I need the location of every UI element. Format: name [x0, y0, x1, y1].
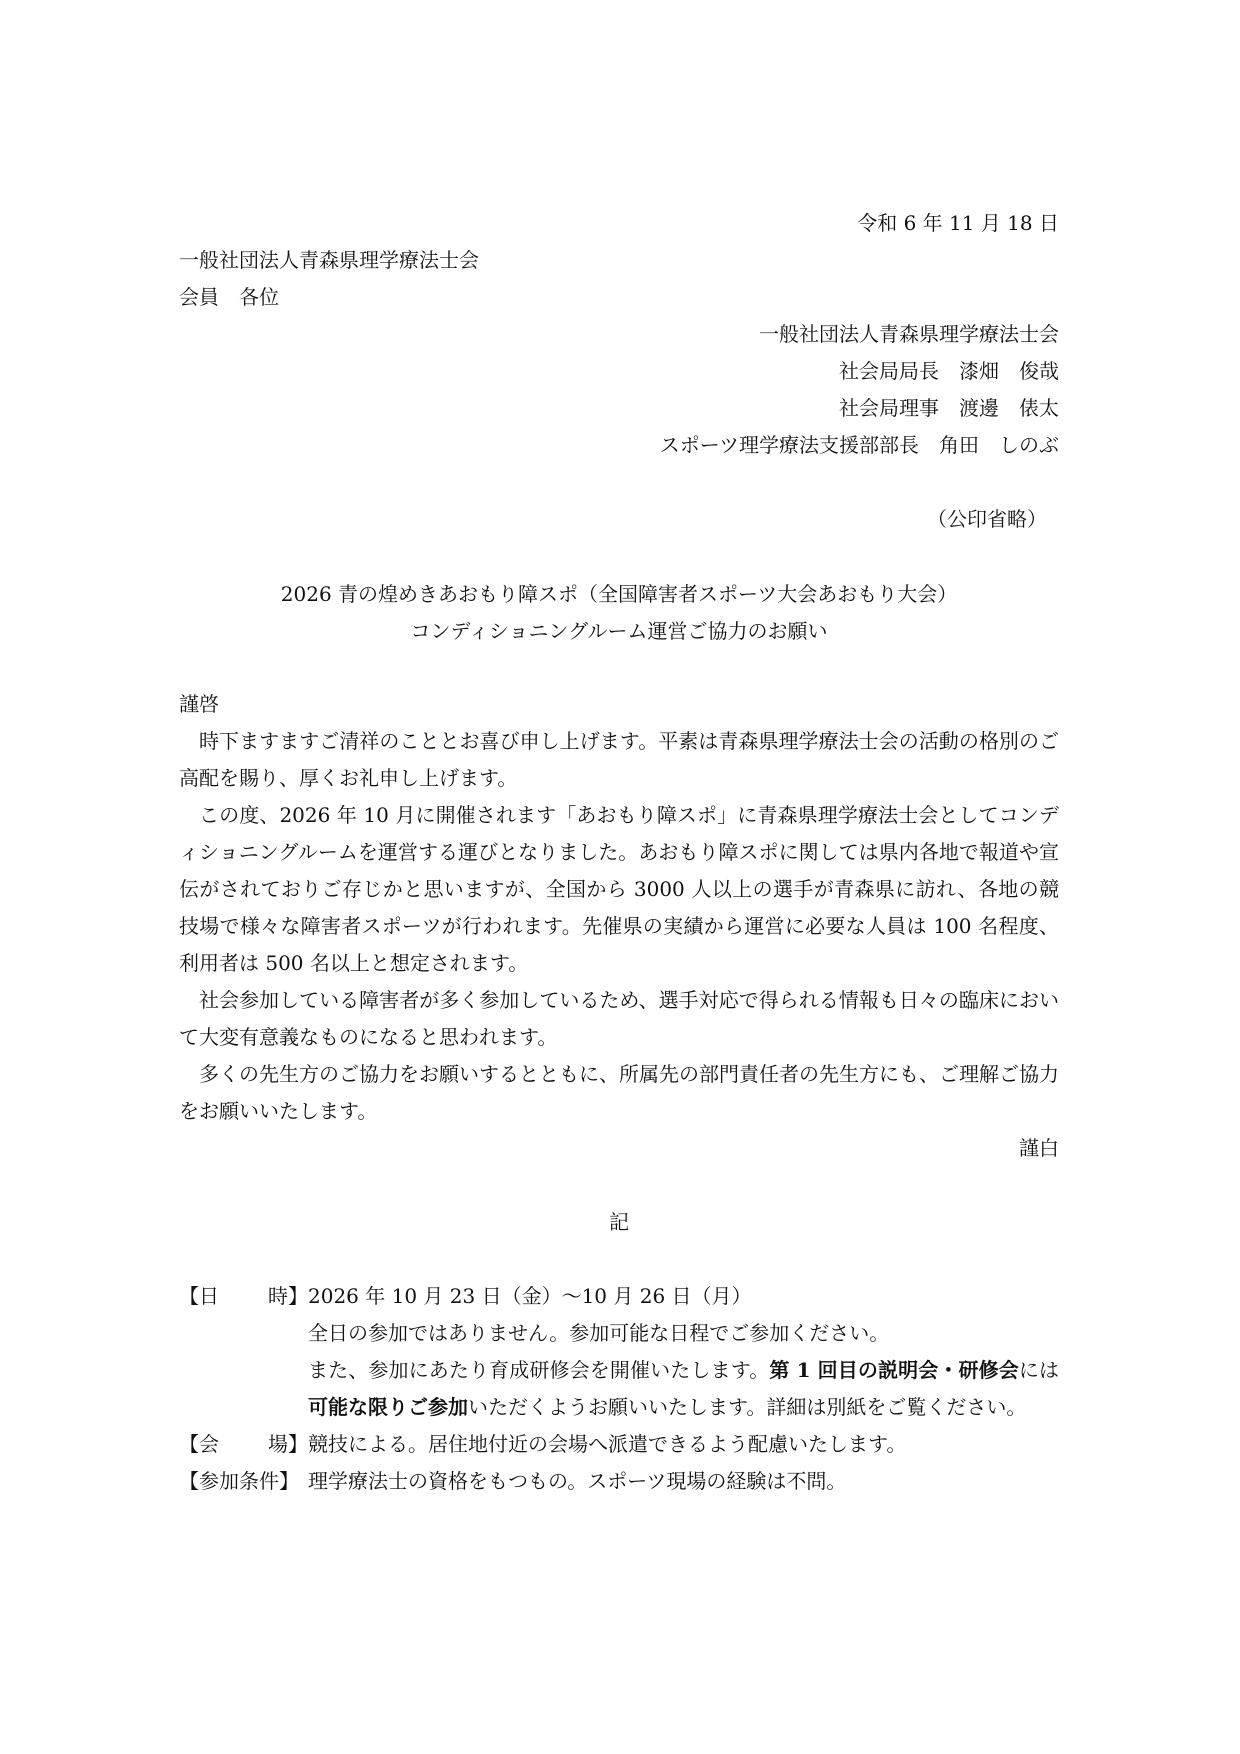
emphasis-first-session: 第 1 回目の説明会・研修会	[769, 1358, 1019, 1382]
closing: 謹白	[1019, 1136, 1059, 1160]
salutation: 謹啓	[179, 692, 219, 716]
detail-venue	[179, 1426, 1059, 1463]
detail-venue-label: 【会 場】	[179, 1432, 308, 1456]
detail-datetime	[179, 1278, 1059, 1315]
sender-line-2: 社会局理事 渡邊 俵太	[839, 396, 1059, 420]
detail-datetime-note-2: また、参加にあたり育成研修会を開催いたします。第 1 回目の説明会・研修会には可能な限りご参加いただくようお願いいたします。詳細は別紙をご覧ください。	[308, 1358, 1060, 1419]
recipient-members: 会員 各位	[179, 285, 279, 309]
body-paragraph-3: 社会参加している障害者が多く参加しているため、選手対応で得られる情報も日々の臨床において大変有意義なものになると思われます。	[179, 988, 1059, 1049]
body-paragraph-1: 時下ますますご清祥のこととお喜び申し上げます。平素は青森県理学療法士会の活動の格別のご高配を賜り、厚くお礼申し上げます。	[179, 729, 1059, 790]
detail-condition-label: 【参加条件】	[179, 1469, 299, 1493]
detail-condition-value: 理学療法士の資格をもつもの。スポーツ現場の経験は不問。	[308, 1469, 847, 1493]
detail-datetime-note-1: 全日の参加ではありません。参加可能な日程でご参加ください。	[308, 1321, 890, 1345]
letter-body	[179, 723, 1059, 1130]
recipient-organization: 一般社団法人青森県理学療法士会	[179, 248, 479, 272]
details-section	[179, 1278, 1059, 1500]
senders	[179, 316, 1059, 464]
detail-venue-value: 競技による。居住地付近の会場へ派遣できるよう配慮いたします。	[308, 1432, 907, 1456]
sender-line-1: 社会局局長 漆畑 俊哉	[839, 359, 1059, 383]
document-date: 令和 6 年 11 月 18 日	[857, 211, 1059, 235]
sender-organization: 一般社団法人青森県理学療法士会	[759, 322, 1059, 346]
title-line-1: 2026 青の煌めきあおもり障スポ（全国障害者スポーツ大会あおもり大会）	[280, 582, 958, 606]
seal-omitted-note: （公印省略）	[927, 507, 1047, 531]
detail-datetime-value: 2026 年 10 月 23 日（金）～10 月 26 日（月）	[308, 1284, 752, 1308]
sender-line-3: スポーツ理学療法支援部部長 角田 しのぶ	[659, 433, 1059, 457]
ki-heading: 記	[609, 1210, 629, 1234]
recipients	[179, 242, 1059, 316]
title-line-2: コンディショニングルーム運営ご協力のお願い	[410, 619, 828, 643]
detail-datetime-label: 【日 時】	[179, 1284, 308, 1308]
body-paragraph-4: 多くの先生方のご協力をお願いするとともに、所属先の部門責任者の先生方にも、ご理解ご協力をお願いいたします。	[179, 1062, 1059, 1123]
emphasis-participate: 可能な限りご参加	[308, 1395, 468, 1419]
document-page	[179, 205, 1059, 1500]
body-paragraph-2: この度、2026 年 10 月に開催されます「あおもり障スポ」に青森県理学療法士会としてコンディショニングルームを運営する運びとなりました。あおもり障スポに関しては県内各地で報道や宣伝がされておりご存じかと思いますが、全国から 3000 人以上の選手が青森県に訪れ、各地の競技場で様々な障害者スポーツが行われます。先催県の実績から運営に必要な人員は 100 名程度、利用者は 500 名以上と想定されます。	[179, 803, 1059, 975]
detail-condition	[179, 1463, 1059, 1500]
document-title	[179, 576, 1059, 650]
